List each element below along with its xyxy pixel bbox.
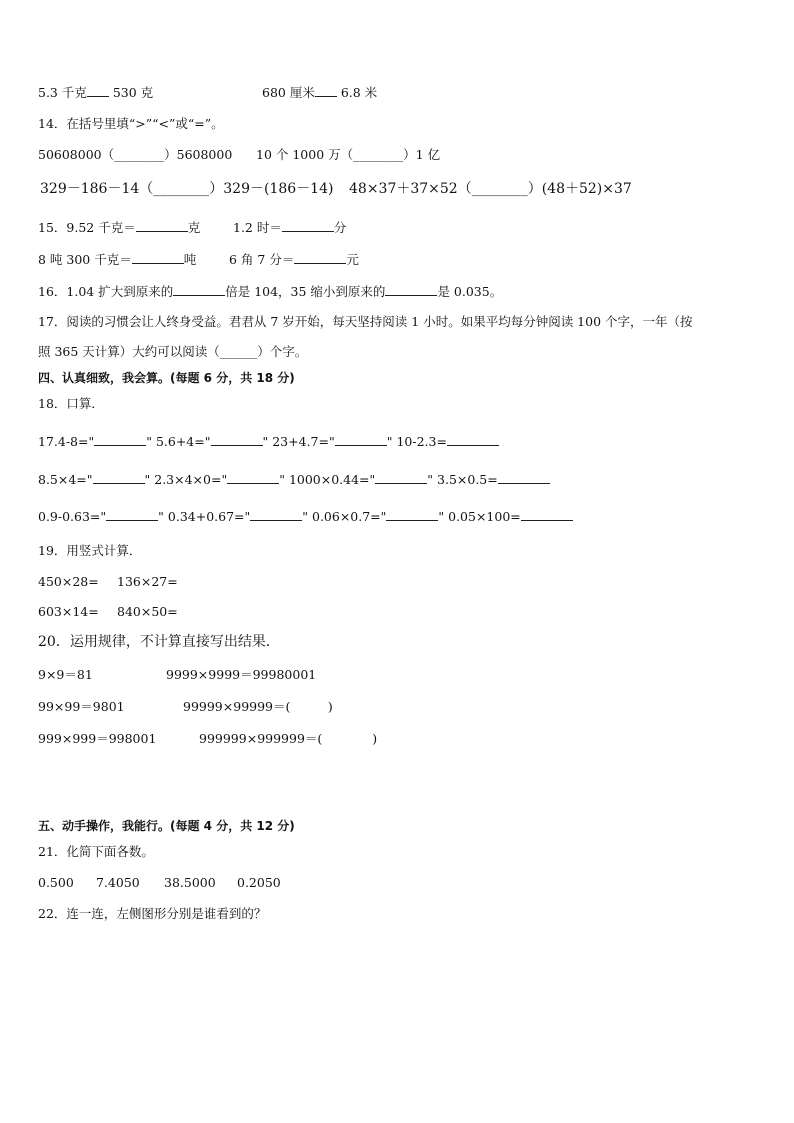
length-compare-row xyxy=(262,84,377,101)
mass-left-b: 530 克 xyxy=(112,85,154,100)
calc-item: 8.5×4=" xyxy=(38,472,93,487)
q14-item-2: 10 个 1000 万（________）1 亿 xyxy=(256,147,441,162)
q19-item: 450×28= xyxy=(38,574,99,589)
answer-blank[interactable] xyxy=(375,471,427,484)
q15-prefix: 15．9.52 千克＝ xyxy=(38,220,136,235)
pattern-item: 999×999＝998001 xyxy=(38,731,157,746)
answer-blank[interactable] xyxy=(250,508,302,521)
answer-blank[interactable] xyxy=(315,84,337,97)
q19-item: 840×50= xyxy=(117,604,178,619)
answer-blank[interactable] xyxy=(498,471,550,484)
length-right-a: 680 厘米 xyxy=(262,85,315,100)
calc-item: 0.9-0.63=" xyxy=(38,509,107,524)
q14-item-4: 48×37＋37×52（________）(48＋52)×37 xyxy=(349,181,632,197)
q15-prefix: 8 吨 300 千克＝ xyxy=(38,252,132,267)
q16-part-c: 是 0.035。 xyxy=(437,284,503,299)
q17-line-2: 照 365 天计算）大约可以阅读（______）个字。 xyxy=(38,344,308,359)
q16-part-a: 16．1.04 扩大到原来的 xyxy=(38,284,174,299)
q15-unit: 元 xyxy=(346,252,359,267)
answer-blank[interactable] xyxy=(132,251,184,264)
q19-title: 19．用竖式计算． xyxy=(38,543,142,558)
q18-row-2 xyxy=(38,471,550,488)
q14-item-3: 329－186－14（________）329－(186－14) xyxy=(40,181,334,197)
q15-unit: 吨 xyxy=(183,252,197,267)
answer-blank[interactable] xyxy=(521,508,573,521)
answer-blank[interactable] xyxy=(386,508,438,521)
q18-row-3 xyxy=(38,508,573,525)
q15-unit: 分 xyxy=(333,220,347,235)
q17-line-1: 17．阅读的习惯会让人终身受益。君君从 7 岁开始，每天坚持阅读 1 小时。如果平均每分钟阅读 100 个字，一年（按 xyxy=(38,314,693,329)
answer-blank[interactable] xyxy=(211,433,263,446)
pattern-item: 99×99＝9801 xyxy=(38,699,125,714)
mass-compare-row xyxy=(38,84,153,101)
q15-row-1-b xyxy=(233,219,346,236)
q21-number: 0.2050 xyxy=(237,875,281,890)
calc-item: " 1000×0.44=" xyxy=(279,472,376,487)
q15-row-1-a xyxy=(38,219,200,236)
q16-part-b: 倍是 104，35 缩小到原来的 xyxy=(225,284,386,299)
answer-blank[interactable] xyxy=(106,508,158,521)
q20-title: 20．运用规律，不计算直接写出结果． xyxy=(38,634,280,650)
q15-row-2-a xyxy=(38,251,196,268)
answer-blank[interactable] xyxy=(447,433,499,446)
answer-blank[interactable] xyxy=(294,251,346,264)
q14-title: 14．在括号里填“>”“<”或“=”。 xyxy=(38,116,224,131)
q19-item: 603×14= xyxy=(38,604,99,619)
calc-item: " 5.6+4=" xyxy=(146,434,211,449)
pattern-answer[interactable]: 99999×99999＝( ) xyxy=(183,699,333,714)
q19-item: 136×27= xyxy=(117,574,178,589)
q21-number: 7.4050 xyxy=(96,875,140,890)
calc-item: " 10-2.3= xyxy=(386,434,447,449)
q16-line xyxy=(38,283,502,300)
calc-item: " 0.06×0.7=" xyxy=(302,509,387,524)
q15-row-2-b xyxy=(229,251,359,268)
q18-title: 18．口算． xyxy=(38,396,104,411)
answer-blank[interactable] xyxy=(93,471,145,484)
mass-left-a: 5.3 千克 xyxy=(38,85,87,100)
section-4-heading: 四、认真细致，我会算。(每题 6 分，共 18 分) xyxy=(38,371,295,385)
answer-blank[interactable] xyxy=(173,283,225,296)
answer-blank[interactable] xyxy=(282,219,334,232)
q15-prefix: 6 角 7 分＝ xyxy=(229,252,295,267)
q22-title: 22．连一连，左侧图形分别是谁看到的？ xyxy=(38,906,267,921)
pattern-answer[interactable]: 999999×999999＝( ) xyxy=(199,731,378,746)
answer-blank[interactable] xyxy=(227,471,279,484)
calc-item: 17.4-8=" xyxy=(38,434,95,449)
calc-item: " 0.05×100= xyxy=(438,509,521,524)
section-5-heading: 五、动手操作，我能行。(每题 4 分，共 12 分) xyxy=(38,819,295,833)
calc-item: " 23+4.7=" xyxy=(262,434,335,449)
answer-blank[interactable] xyxy=(87,84,109,97)
calc-item: " 0.34+0.67=" xyxy=(158,509,251,524)
calc-item: " 2.3×4×0=" xyxy=(144,472,228,487)
q14-item-1: 50608000（________）5608000 xyxy=(38,147,233,162)
pattern-item: 9999×9999＝99980001 xyxy=(166,667,317,682)
q21-title: 21．化简下面各数。 xyxy=(38,844,154,859)
calc-item: " 3.5×0.5= xyxy=(427,472,498,487)
q18-row-1 xyxy=(38,433,499,450)
answer-blank[interactable] xyxy=(385,283,437,296)
answer-blank[interactable] xyxy=(94,433,146,446)
q15-prefix: 1.2 时＝ xyxy=(233,220,282,235)
q21-number: 38.5000 xyxy=(164,875,216,890)
length-right-b: 6.8 米 xyxy=(340,85,378,100)
q21-number: 0.500 xyxy=(38,875,74,890)
answer-blank[interactable] xyxy=(136,219,188,232)
q15-unit: 克 xyxy=(187,220,201,235)
answer-blank[interactable] xyxy=(335,433,387,446)
pattern-item: 9×9＝81 xyxy=(38,667,93,682)
